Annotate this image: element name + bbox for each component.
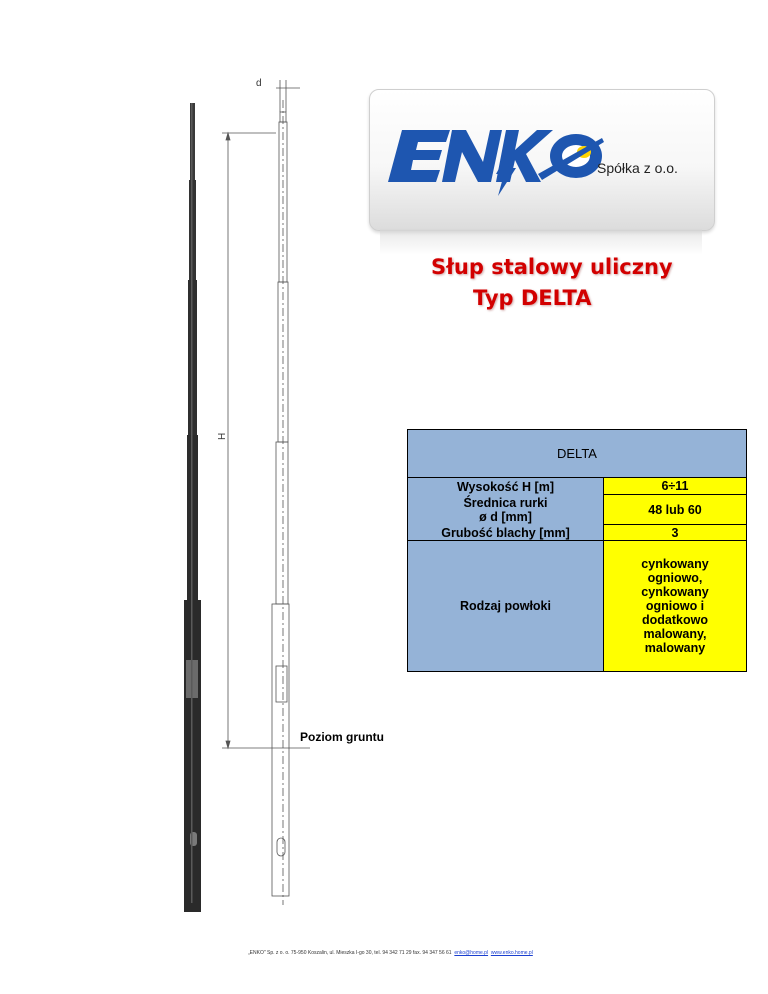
coating-line: ogniowo,	[647, 571, 703, 585]
page-subtitle: Typ DELTA	[473, 286, 592, 310]
coating-line: cynkowany	[641, 585, 709, 599]
dimension-h-label: H	[217, 432, 228, 440]
coating-line: malowany,	[643, 627, 707, 641]
pole-3d-render	[184, 103, 201, 912]
footer-website-link[interactable]: www.enko.home.pl	[490, 950, 533, 956]
row-coating-value	[604, 541, 746, 671]
coating-line: ogniowo i	[645, 599, 705, 613]
diameter-label-line2: ø d [mm]	[479, 510, 532, 524]
row-thickness-value: 3	[604, 525, 746, 541]
row-height-label: Wysokość H [m]	[408, 478, 604, 495]
footer	[248, 950, 533, 956]
coating-line: malowany	[644, 641, 706, 655]
logo-reflection	[380, 229, 702, 255]
coating-line: cynkowany	[641, 557, 709, 571]
ground-level-label: Poziom gruntu	[300, 730, 384, 744]
table-header: DELTA	[408, 430, 746, 478]
row-diameter-label	[408, 495, 604, 525]
page-title: Słup stalowy uliczny	[431, 255, 673, 279]
row-diameter-value: 48 lub 60	[604, 495, 746, 525]
pole-line-drawing	[222, 80, 310, 905]
footer-email-link[interactable]: enko@home.pl	[454, 950, 489, 956]
footer-address: „ENKO" Sp. z o. o. 75-950 Koszalin, ul. Mieszka I-go 30, tel. 94 342 71 29 fax. 94 347 56 61	[248, 950, 452, 956]
company-suffix: Spółka z o.o.	[597, 160, 678, 176]
coating-line: dodatkowo	[642, 613, 708, 627]
diameter-label-line1: Średnica rurki	[463, 496, 548, 510]
row-thickness-label: Grubość blachy [mm]	[408, 525, 604, 541]
company-logo	[369, 89, 715, 231]
enko-logo-icon	[388, 112, 608, 202]
spec-table	[407, 429, 747, 672]
row-coating-label: Rodzaj powłoki	[408, 541, 604, 671]
dimension-d-label: d	[256, 78, 262, 89]
row-height-value: 6÷11	[604, 478, 746, 495]
